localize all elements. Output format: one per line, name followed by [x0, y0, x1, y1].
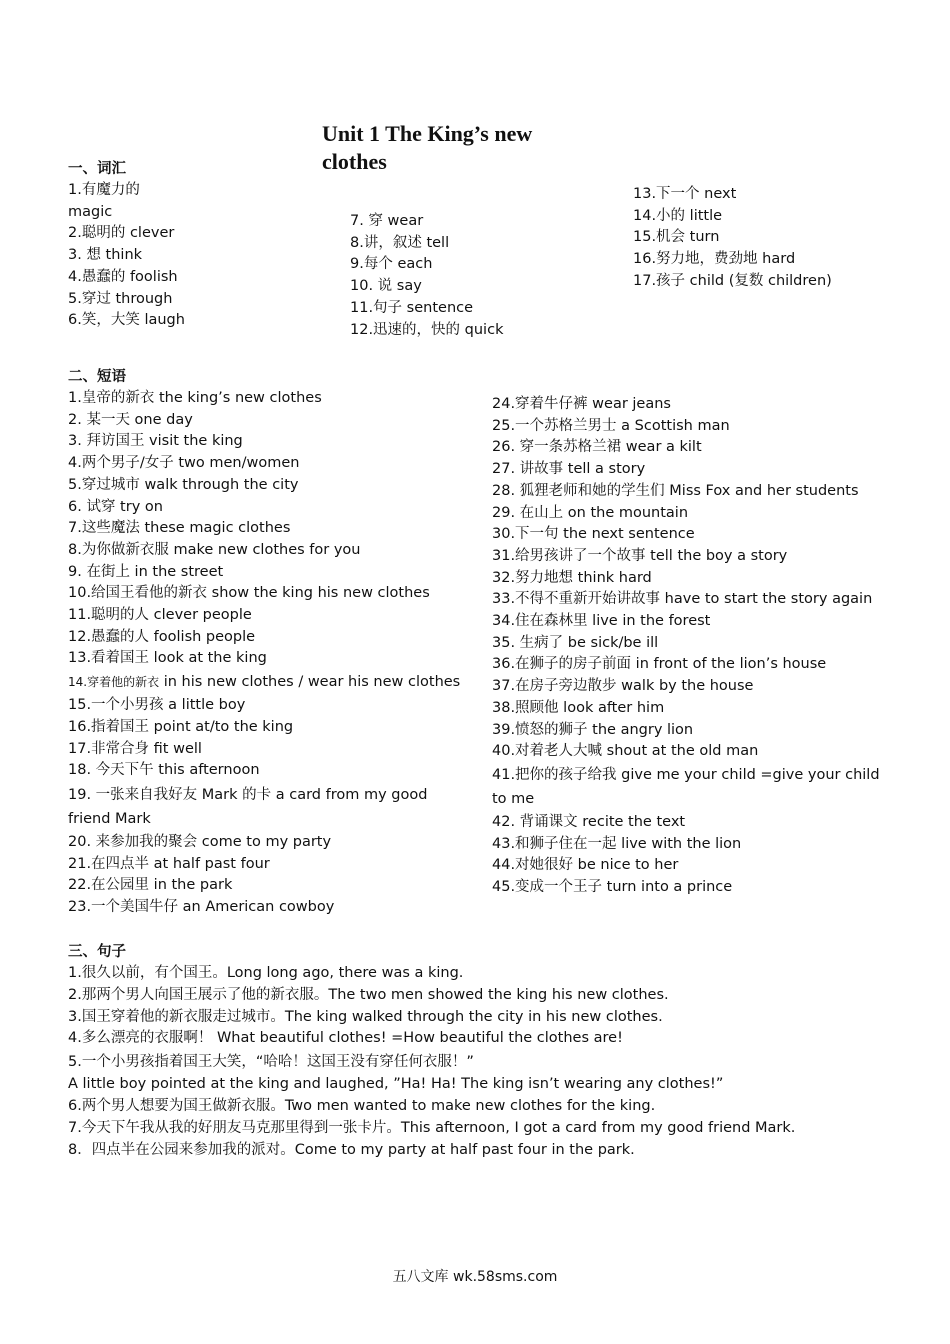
sentence-item: 3.国王穿着他的新衣服走过城市。The king walked through the city in his new clothes.	[68, 1008, 663, 1025]
phrase-item: 19. 一张来自我好友 Mark 的卡 a card from my good friend Mark	[68, 786, 428, 827]
phrase-item: 25.一个苏格兰男士 a Scottish man	[492, 417, 730, 434]
phrase-item: 24.穿着牛仔裤 wear jeans	[492, 396, 671, 412]
phrase-item: 43.和狮子住在一起 live with the lion	[492, 835, 742, 852]
vocab-item: 17.孩子 child (复数 children)	[633, 272, 832, 289]
page-title: Unit 1 The King’s new clothes	[322, 121, 533, 174]
phrase-item	[68, 670, 468, 695]
vocab-item: 4.愚蠢的 foolish	[68, 268, 178, 285]
vocab-item: 3. 想 think	[68, 247, 143, 264]
sentence-item: 2.那两个男人向国王展示了他的新衣服。The two men showed the king his new clothes.	[68, 986, 669, 1003]
vocab-col-3	[633, 184, 832, 293]
phrase-item: 9. 在街上 in the street	[68, 563, 224, 580]
sentence-item: 6.两个男人想要为国王做新衣服。Two men wanted to make new clothes for the king.	[68, 1097, 656, 1114]
phrase-item: 40.对着老人大喊 shout at the old man	[492, 743, 759, 760]
phrase-item: 13.看着国王 look at the king	[68, 650, 267, 667]
phrase-item: 4.两个男子/女子 two men/women	[68, 455, 300, 472]
vocab-item: magic	[68, 203, 113, 220]
phrase-item: 30.下一句 the next sentence	[492, 526, 695, 543]
phrase-item: 6. 试穿 try on	[68, 498, 163, 515]
phrase-item: 28. 狐狸老师和她的学生们 Miss Fox and her students	[492, 482, 859, 499]
phrase-item: 26. 穿一条苏格兰裙 wear a kilt	[492, 439, 702, 456]
phrase-item: 39.愤怒的狮子 the angry lion	[492, 721, 694, 738]
phrase-item: 10.给国王看他的新衣 show the king his new clothes	[68, 585, 430, 602]
phrase-item: 2. 某一天 one day	[68, 411, 193, 428]
phrase-item: 41.把你的孩子给我 give me your child =give your child to me	[492, 766, 880, 807]
phrase-item: 20. 来参加我的聚会 come to my party	[68, 833, 332, 850]
phrases-col-left	[68, 388, 468, 919]
phrases-heading: 二、短语	[68, 369, 126, 385]
phrase-item: 15.一个小男孩 a little boy	[68, 697, 246, 714]
phrase-item: 37.在房子旁边散步 walk by the house	[492, 678, 754, 695]
phrase-item: 32.努力地想 think hard	[492, 569, 652, 586]
vocab-heading: 一、词汇	[68, 161, 126, 177]
vocab-item: 2.聪明的 clever	[68, 225, 175, 242]
phrase-item: 27. 讲故事 tell a story	[492, 461, 646, 478]
vocab-item: 5.穿过 through	[68, 290, 173, 307]
vocab-item: 16.努力地，费劲地 hard	[633, 251, 796, 268]
phrase-item: 18. 今天下午 this afternoon	[68, 762, 260, 779]
phrase-item: 11.聪明的人 clever people	[68, 607, 252, 624]
phrase-item: 1.皇帝的新衣 the king’s new clothes	[68, 390, 322, 406]
phrase-item: 16.指着国王 point at/to the king	[68, 718, 294, 735]
phrase-item: 36.在狮子的房子前面 in front of the lion’s house	[492, 656, 827, 673]
phrase-item-label: 14.穿着他的新衣	[68, 675, 160, 690]
vocab-item: 11.句子 sentence	[350, 299, 474, 316]
vocab-col-1	[68, 180, 185, 332]
phrase-item: 7.这些魔法 these magic clothes	[68, 520, 291, 537]
phrase-item: 42. 背诵课文 recite the text	[492, 813, 686, 830]
phrase-item: 12.愚蠢的人 foolish people	[68, 628, 256, 645]
vocab-item: 6.笑，大笑 laugh	[68, 312, 185, 329]
vocab-item: 14.小的 little	[633, 207, 723, 224]
sentence-item: 8．四点半在公园来参加我的派对。Come to my party at half past four in the park.	[68, 1141, 635, 1158]
vocab-item: 9.每个 each	[350, 256, 433, 273]
sentence-item: 1.很久以前，有个国王。Long long ago, there was a king.	[68, 965, 464, 981]
phrase-item: 44.对她很好 be nice to her	[492, 857, 679, 874]
phrase-item: 33.不得不重新开始讲故事 have to start the story again	[492, 591, 873, 608]
sentence-item: 7.今天下午我从我的好朋友马克那里得到一张卡片。This afternoon, I got a card from my good friend Mark.	[68, 1119, 796, 1136]
phrase-item: 5.穿过城市 walk through the city	[68, 476, 299, 493]
phrase-item: 22.在公园里 in the park	[68, 877, 233, 894]
vocab-item: 13.下一个 next	[633, 186, 737, 202]
phrase-item: 8.为你做新衣服 make new clothes for you	[68, 541, 361, 558]
vocab-item: 8.讲，叙述 tell	[350, 234, 450, 251]
sentence-item: A little boy pointed at the king and laughed, ”Ha! Ha! The king isn’t wearing any clothes!”	[68, 1076, 724, 1093]
vocab-item: 12.迅速的，快的 quick	[350, 321, 504, 338]
vocab-item: 7. 穿 wear	[350, 213, 424, 229]
vocab-item: 10. 说 say	[350, 278, 422, 295]
phrase-item: 21.在四点半 at half past four	[68, 855, 270, 872]
vocab-item: 15.机会 turn	[633, 229, 720, 246]
phrase-item: 34.住在森林里 live in the forest	[492, 613, 711, 630]
sentence-item: 4.多么漂亮的衣服啊！ What beautiful clothes! =How beautiful the clothes are!	[68, 1030, 623, 1047]
phrase-item: 38.照顾他 look after him	[492, 699, 665, 716]
phrase-item: 45.变成一个王子 turn into a prince	[492, 879, 733, 896]
vocab-col-2	[350, 211, 503, 341]
phrase-item: 31.给男孩讲了一个故事 tell the boy a story	[492, 547, 788, 564]
phrases-col-right	[492, 394, 912, 899]
phrase-item: 23.一个美国牛仔 an American cowboy	[68, 899, 335, 916]
phrase-item: 3. 拜访国王 visit the king	[68, 433, 243, 450]
phrase-item-text: in his new clothes / wear his new clothes	[163, 674, 461, 691]
phrase-item: 29. 在山上 on the mountain	[492, 504, 689, 521]
sentence-item: 5.一个小男孩指着国王大笑，“哈哈！这国王没有穿任何衣服！”	[68, 1054, 474, 1071]
phrase-item: 35. 生病了 be sick/be ill	[492, 634, 659, 651]
phrase-item: 17.非常合身 fit well	[68, 740, 202, 757]
sentences-list	[68, 963, 908, 1161]
footer-watermark: 五八文库 wk.58sms.com	[392, 1269, 558, 1285]
sentences-heading: 三、句子	[68, 944, 126, 960]
vocab-item: 1.有魔力的	[68, 182, 140, 198]
